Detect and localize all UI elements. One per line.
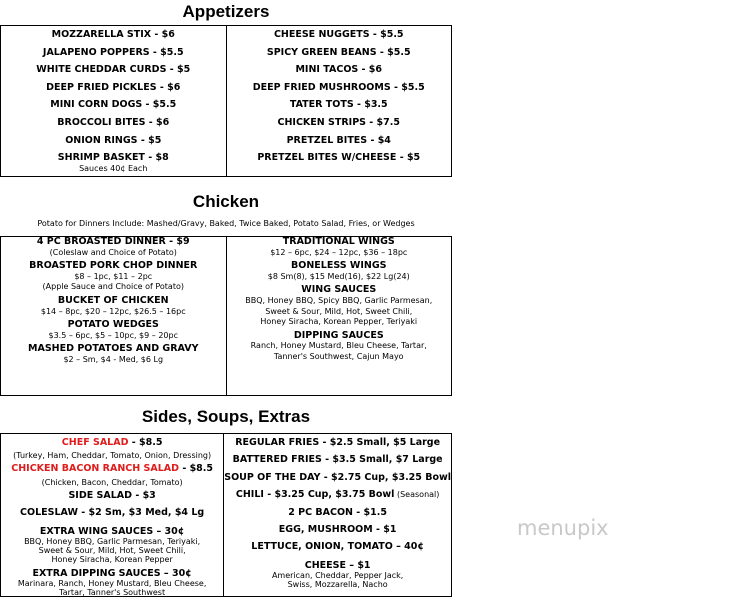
item-name: CHICKEN BACON RANCH SALAD — [11, 463, 180, 475]
item-name: BATTERED FRIES - $3.5 Small, $7 Large — [232, 454, 443, 466]
menu-item — [1, 79, 226, 97]
menu-item-name — [1, 460, 223, 477]
menu-item — [227, 285, 452, 327]
item-detail: Swiss, Mozzarella, Nacho — [287, 579, 388, 589]
item-name: 4 PC BROASTED DINNER - $9 — [36, 236, 190, 247]
menu-item — [227, 114, 452, 132]
menu-item — [224, 538, 451, 555]
item-detail: $8 – 1pc, $11 – 2pc — [74, 271, 153, 281]
item-name: SPICY GREEN BEANS - $5.5 — [266, 46, 411, 58]
appetizers-box — [0, 25, 452, 177]
menu-item-name — [1, 296, 226, 307]
item-detail: $14 – 8pc, $20 – 12pc, $26.5 – 16pc — [40, 306, 186, 316]
item-name: COLESLAW - $2 Sm, $3 Med, $4 Lg — [20, 507, 205, 519]
item-detail: $3.5 – 6pc, $5 – 10pc, $9 – 20pc — [48, 330, 178, 340]
menu-item-name — [1, 487, 223, 504]
menu-item-name — [1, 96, 226, 114]
menu-item — [1, 61, 226, 79]
item-price: - $8.5 — [179, 463, 214, 475]
item-detail: (Apple Sauce and Choice of Potato) — [42, 282, 184, 292]
menu-item — [224, 469, 451, 486]
item-name: BONELESS WINGS — [291, 260, 387, 272]
item-name: WING SAUCES — [301, 284, 377, 296]
item-name: CHEESE NUGGETS - $5.5 — [273, 29, 404, 40]
menu-item-name — [227, 44, 452, 62]
menu-item-name — [1, 79, 226, 97]
menu-item — [227, 96, 452, 114]
menu-item-name — [227, 237, 452, 248]
item-note: Sauces 40¢ Each — [79, 163, 148, 173]
menu-item-name — [224, 521, 451, 538]
menu-item-name — [224, 486, 451, 503]
menu-item-name — [224, 538, 451, 555]
menu-item — [227, 261, 452, 282]
menu-item-name — [227, 149, 452, 167]
menu-item-name — [224, 451, 451, 468]
menu-item — [1, 344, 226, 365]
menu-item-name — [1, 44, 226, 62]
item-name: DEEP FRIED MUSHROOMS - $5.5 — [252, 81, 425, 93]
item-name: DEEP FRIED PICKLES - $6 — [46, 81, 181, 93]
menu-item — [1, 132, 226, 150]
appetizers-title: Appetizers — [182, 2, 270, 21]
menu-item — [1, 114, 226, 132]
item-detail: (Turkey, Ham, Cheddar, Tomato, Onion, Dressing) — [13, 451, 212, 461]
item-name: MINI CORN DOGS - $5.5 — [50, 99, 177, 111]
menu-item-name — [1, 526, 223, 537]
item-name: BROASTED PORK CHOP DINNER — [29, 260, 198, 272]
menu-item-name — [1, 61, 226, 79]
item-name: PRETZEL BITES - $4 — [286, 134, 391, 146]
appetizers-right-column — [227, 26, 452, 176]
item-detail: (Coleslaw and Choice of Potato) — [49, 247, 177, 257]
menu-item — [227, 26, 452, 44]
item-name: EXTRA DIPPING SAUCES – 30¢ — [32, 567, 192, 579]
menu-item — [1, 460, 223, 486]
item-detail: $2 – Sm, $4 - Med, $6 Lg — [63, 354, 164, 364]
menu-item-name — [1, 26, 226, 44]
menu-item-name — [1, 344, 226, 355]
menu-item-name — [224, 560, 451, 571]
item-name: REGULAR FRIES - $2.5 Small, $5 Large — [235, 437, 441, 448]
item-name: SHRIMP BASKET - $8 — [57, 152, 169, 164]
menu-item — [227, 61, 452, 79]
menu-item — [227, 331, 452, 363]
item-detail: Tartar, Tanner's Southwest — [59, 587, 166, 597]
menu-item-name — [227, 285, 452, 296]
chicken-left-column — [1, 237, 227, 395]
menupix-watermark: menupix — [517, 516, 609, 540]
menu-item — [1, 487, 223, 504]
menu-item-name — [227, 261, 452, 272]
item-detail: Sweet & Sour, Mild, Hot, Sweet Chili, — [38, 545, 186, 555]
sides-left-column — [1, 434, 224, 596]
menu-item-name — [227, 331, 452, 342]
menu-item-name — [227, 132, 452, 150]
item-name: CHICKEN STRIPS - $7.5 — [277, 116, 400, 128]
menu-item-name — [227, 61, 452, 79]
item-name: DIPPING SAUCES — [293, 329, 384, 341]
menu-item-name — [1, 434, 223, 451]
item-name: PRETZEL BITES W/CHEESE - $5 — [257, 152, 421, 164]
menu-item — [224, 521, 451, 538]
menu-item — [227, 44, 452, 62]
item-name: CHILI - $3.25 Cup, $3.75 Bowl — [235, 489, 395, 501]
menu-item-name — [1, 237, 226, 248]
item-name: CHEESE – $1 — [304, 559, 371, 571]
menu-item-name — [227, 96, 452, 114]
item-name: POTATO WEDGES — [67, 319, 159, 331]
menu-item — [227, 237, 452, 258]
item-detail: Sweet & Sour, Mild, Hot, Sweet Chili, — [265, 306, 413, 316]
item-name: TATER TOTS - $3.5 — [289, 99, 388, 111]
menu-item — [1, 26, 226, 44]
chicken-box — [0, 236, 452, 396]
menu-item — [1, 320, 226, 341]
menu-item-name — [227, 79, 452, 97]
item-name: ONION RINGS - $5 — [65, 134, 162, 146]
item-detail: BBQ, Honey BBQ, Spicy BBQ, Garlic Parmesan, — [245, 295, 433, 305]
item-name: BROCCOLI BITES - $6 — [57, 116, 170, 128]
item-name: MINI TACOS - $6 — [295, 64, 383, 76]
menu-item — [1, 237, 226, 258]
item-price: - $8.5 — [128, 437, 163, 448]
menu-item — [224, 434, 451, 451]
menu-item — [227, 149, 452, 167]
menu-item-name — [1, 261, 226, 272]
item-name: BUCKET OF CHICKEN — [57, 294, 169, 306]
menu-item-name — [224, 469, 451, 486]
menu-item — [227, 79, 452, 97]
menu-item-name — [224, 434, 451, 451]
item-name: EGG, MUSHROOM - $1 — [278, 523, 397, 535]
item-name: TRADITIONAL WINGS — [282, 236, 395, 247]
menu-item-name — [224, 504, 451, 521]
item-note: (Seasonal) — [394, 490, 440, 500]
item-name: LETTUCE, ONION, TOMATO – 40¢ — [251, 541, 424, 553]
menu-item-name — [1, 114, 226, 132]
item-detail: $8 Sm(8), $15 Med(16), $22 Lg(24) — [267, 271, 410, 281]
item-detail: Honey Siracha, Korean Pepper — [51, 554, 173, 564]
menu-item — [1, 149, 226, 173]
menu-item — [1, 568, 223, 597]
menu-item — [1, 434, 223, 460]
menu-item — [227, 132, 452, 150]
item-name: MASHED POTATOES AND GRAVY — [28, 343, 199, 355]
menu-item-name — [1, 504, 223, 521]
item-detail: American, Cheddar, Pepper Jack, — [271, 570, 404, 580]
menu-item — [224, 560, 451, 589]
menu-item — [224, 486, 451, 503]
item-detail: Marinara, Ranch, Honey Mustard, Bleu Cheese, — [17, 578, 207, 588]
menu-item — [224, 451, 451, 468]
menu-item — [1, 44, 226, 62]
item-detail: $12 – 6pc, $24 – 12pc, $36 – 18pc — [270, 247, 408, 257]
menu-item-name — [1, 320, 226, 331]
chicken-title: Chicken — [192, 192, 260, 211]
menu-item-name — [227, 114, 452, 132]
item-name: EXTRA WING SAUCES – 30¢ — [39, 525, 185, 537]
sides-title: Sides, Soups, Extras — [141, 407, 311, 426]
item-detail: (Chicken, Bacon, Cheddar, Tomato) — [41, 477, 183, 487]
menu-item — [1, 261, 226, 293]
item-detail: BBQ, Honey BBQ, Garlic Parmesan, Teriyaki, — [24, 536, 201, 546]
item-detail: Honey Siracha, Korean Pepper, Teriyaki — [260, 317, 418, 327]
menu-item — [224, 504, 451, 521]
item-name: WHITE CHEDDAR CURDS - $5 — [36, 64, 191, 76]
item-name: 2 PC BACON - $1.5 — [288, 506, 387, 518]
menu-item — [1, 526, 223, 564]
chicken-note: Potato for Dinners Include: Mashed/Gravy, Baked, Twice Baked, Potato Salad, Fries, or Wedges — [37, 219, 415, 228]
menu-item-name — [1, 132, 226, 150]
appetizers-left-column — [1, 26, 227, 176]
menu-item — [1, 504, 223, 521]
menu-item — [1, 96, 226, 114]
sides-right-column — [224, 434, 451, 596]
sides-box — [0, 433, 452, 597]
item-name: SIDE SALAD - $3 — [68, 489, 156, 501]
item-name: CHEF SALAD — [61, 437, 129, 448]
menu-item — [1, 296, 226, 317]
chicken-right-column — [227, 237, 452, 395]
item-detail: Tanner's Southwest, Cajun Mayo — [273, 351, 404, 361]
menu-item-name — [227, 26, 452, 44]
item-name: SOUP OF THE DAY - $2.75 Cup, $3.25 Bowl — [224, 471, 451, 483]
menu-item-name — [1, 568, 223, 579]
item-name: JALAPENO POPPERS - $5.5 — [42, 46, 184, 58]
item-name: MOZZARELLA STIX - $6 — [51, 29, 175, 40]
item-detail: Ranch, Honey Mustard, Bleu Cheese, Tartar, — [250, 341, 427, 351]
